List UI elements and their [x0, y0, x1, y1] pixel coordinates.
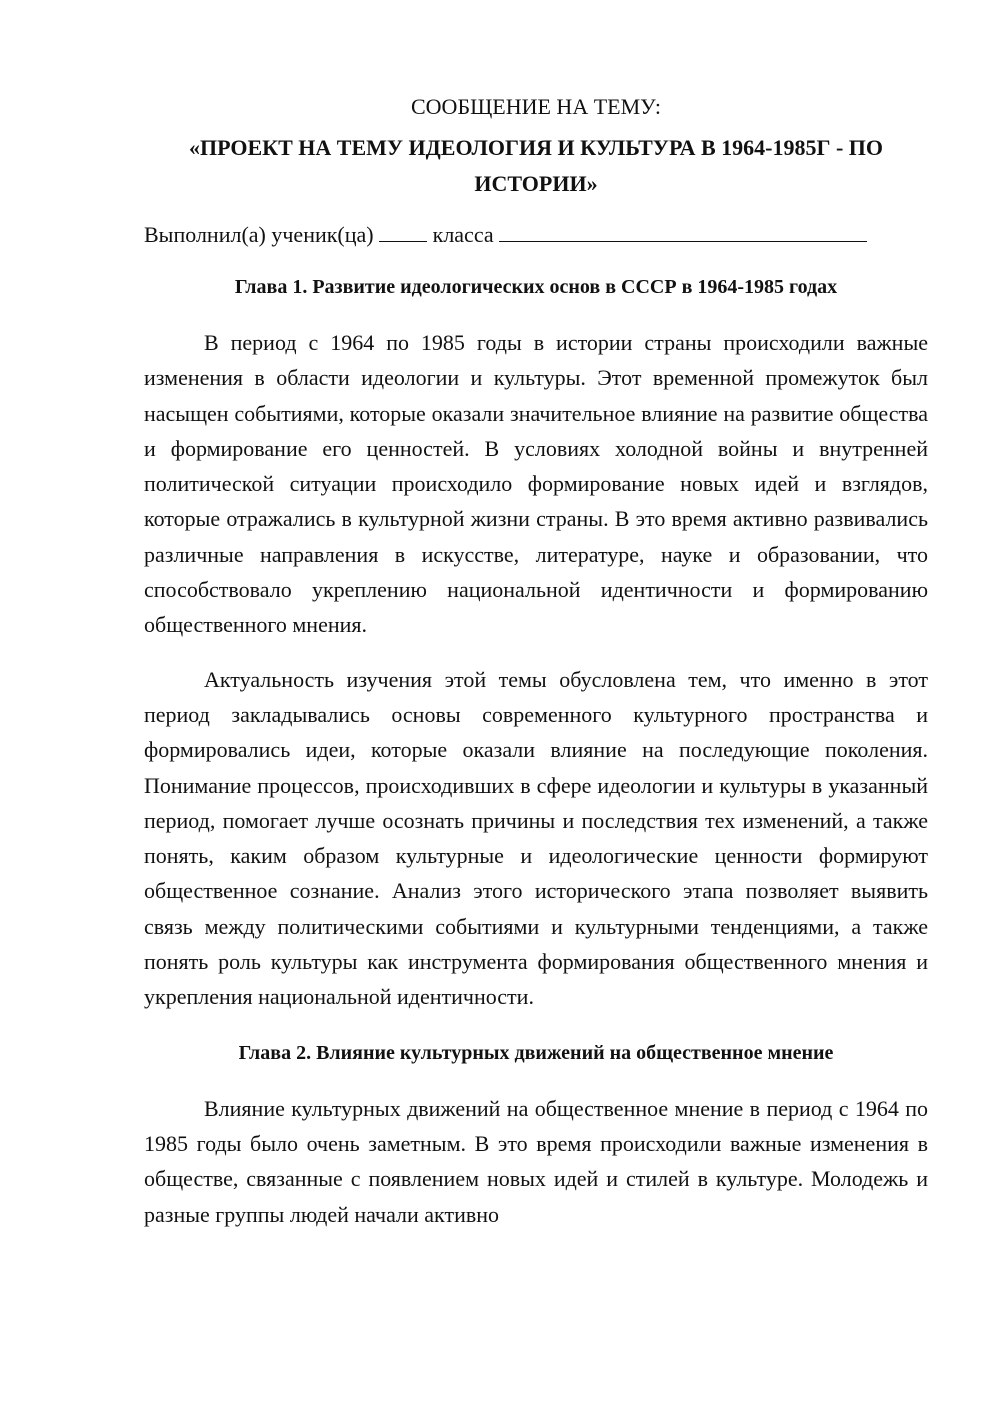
name-blank-field	[499, 219, 867, 242]
author-line	[144, 217, 928, 252]
class-label: класса	[432, 222, 494, 247]
grade-blank-field	[379, 219, 427, 242]
author-label: Выполнил(а) ученик(ца)	[144, 222, 374, 247]
chapter2-title: Глава 2. Влияние культурных движений на общественное мнение	[238, 1041, 834, 1064]
chapter1-paragraph2: Актуальность изучения этой темы обусловлена тем, что именно в этот период закладывались основы современного культурного пространства и формировались идеи, которые оказали влияние на последующие поколения. Понимание процессов, происходивших в сфере идеологии и культуры в указанный период, помогает лучше осознать причины и последствия тех изменений, а также понять, каким образом культурные и идеологические ценности формируют общественное сознание. Анализ этого исторического этапа позволяет выявить связь между политическими событиями и культурными тенденциями, а также понять роль культуры как инструмента формирования общественного мнения и укрепления национальной идентичности.	[144, 666, 928, 1010]
chapter1-paragraph1: В период с 1964 по 1985 годы в истории страны происходили важные изменения в области идеологии и культуры. Этот временной промежуток был насыщен событиями, которые оказали значительное влияние на развитие общества и формирование его ценностей. В условиях холодной войны и внутренней политической ситуации происходило формирование новых идей и взглядов, которые отражались в культурной жизни страны. В это время активно развивались различные направления в искусстве, литературе, науке и образовании, что способствовало укреплению национальной идентичности и формированию общественного мнения.	[144, 330, 928, 638]
chapter1-title: Глава 1. Развитие идеологических основ в СССР в 1964-1985 годах	[234, 276, 838, 298]
document-heading: СООБЩЕНИЕ НА ТЕМУ:	[411, 94, 661, 119]
document-page	[144, 90, 928, 1232]
chapter2-paragraph1: Влияние культурных движений на общественное мнение в период с 1964 по 1985 годы было очень заметным. В это время происходили важные изменения в обществе, связанные с появлением новых идей и стилей в культуре. Молодежь и разные группы людей начали активно	[144, 1095, 928, 1227]
document-title: «ПРОЕКТ НА ТЕМУ ИДЕОЛОГИЯ И КУЛЬТУРА В 1964-1985Г - ПО ИСТОРИИ»	[188, 135, 884, 196]
